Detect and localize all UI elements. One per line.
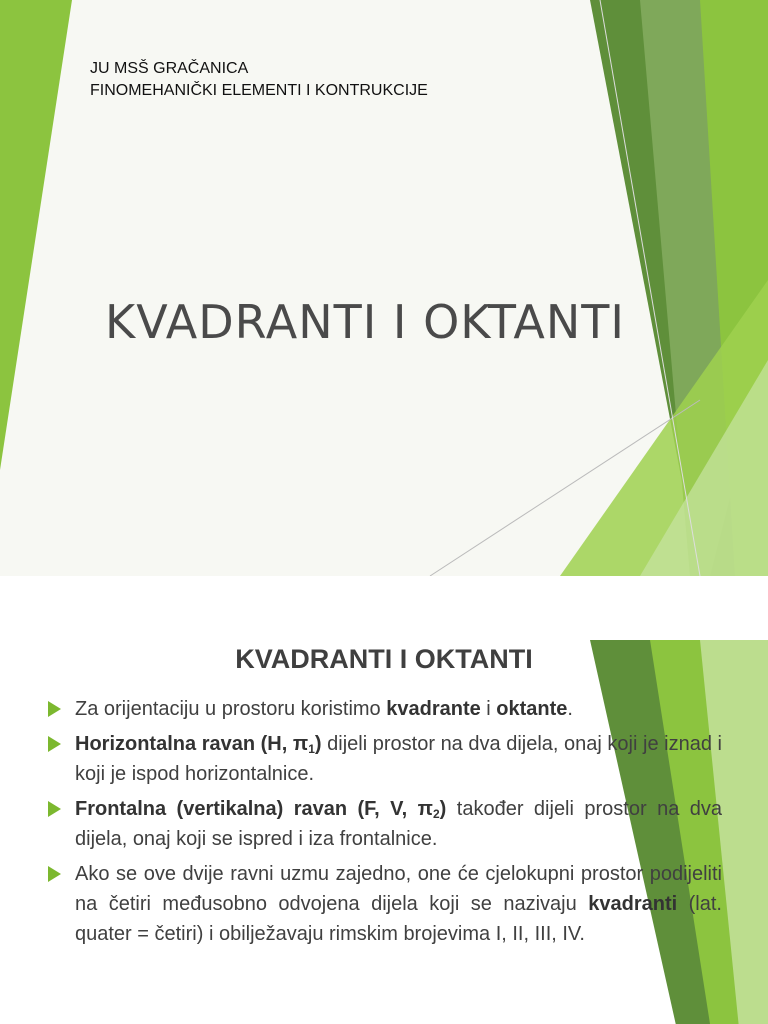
bullet-2 bbox=[48, 729, 722, 789]
bullet-3-bold-2: ) bbox=[439, 798, 447, 820]
bullet-2-text: dijeli prostor na dva dijela, onaj koji je iznad i koji je ispod horizontalnice. bbox=[75, 733, 723, 785]
bullet-3-text: također dijeli prostor na dva dijela, onaj koji se ispred i iza frontalnice. bbox=[75, 798, 723, 850]
bullet-3-bold bbox=[75, 798, 446, 820]
bullet-3-subscript: 2 bbox=[432, 807, 440, 821]
bullet-1-bold-1: kvadrante bbox=[386, 698, 481, 720]
bullet-1 bbox=[48, 694, 722, 724]
bullet-1-text-3: . bbox=[567, 698, 573, 720]
bullet-list bbox=[48, 694, 722, 954]
bullet-3 bbox=[48, 794, 722, 854]
bullet-arrow-icon bbox=[48, 701, 61, 717]
subject-name: FINOMEHANIČKI ELEMENTI I KONTRUKCIJE bbox=[90, 82, 428, 99]
school-name: JU MSŠ GRAČANICA bbox=[90, 60, 249, 77]
slide-2 bbox=[0, 576, 768, 1024]
left-green-triangle bbox=[0, 0, 72, 470]
bullet-4-text: Ako se ove dvije ravni uzmu zajedno, one će cjelokupni prostor podijeliti na četiri međusobno odvojena dijela koji se nazivaju bbox=[75, 863, 722, 915]
bullet-2-subscript: 1 bbox=[308, 742, 315, 756]
bullet-arrow-icon bbox=[48, 866, 61, 882]
school-header bbox=[90, 58, 428, 102]
slide-2-title: KVADRANTI I OKTANTI bbox=[235, 644, 533, 674]
bullet-1-bold-2: oktante bbox=[496, 698, 568, 720]
bullet-2-bold-2: ) bbox=[314, 733, 322, 755]
bullet-3-bold-1: Frontalna (vertikalna) ravan (F, V, π bbox=[75, 798, 433, 820]
bullet-1-text: Za orijentaciju u prostoru koristimo bbox=[75, 698, 387, 720]
bullet-2-bold bbox=[75, 733, 322, 755]
slide-1-title: KVADRANTI I OKTANTI bbox=[105, 295, 625, 349]
bullet-4-text-2: (lat. quater = četiri) i obilježavaju rimskim brojevima I, II, III, IV. bbox=[75, 893, 722, 945]
bullet-4-bold: kvadranti bbox=[588, 893, 678, 915]
bullet-arrow-icon bbox=[48, 736, 61, 752]
bullet-2-bold-1: Horizontalna ravan (H, π bbox=[75, 733, 309, 755]
bullet-4 bbox=[48, 859, 722, 949]
bullet-arrow-icon bbox=[48, 801, 61, 817]
bullet-1-text-2: i bbox=[480, 698, 497, 720]
